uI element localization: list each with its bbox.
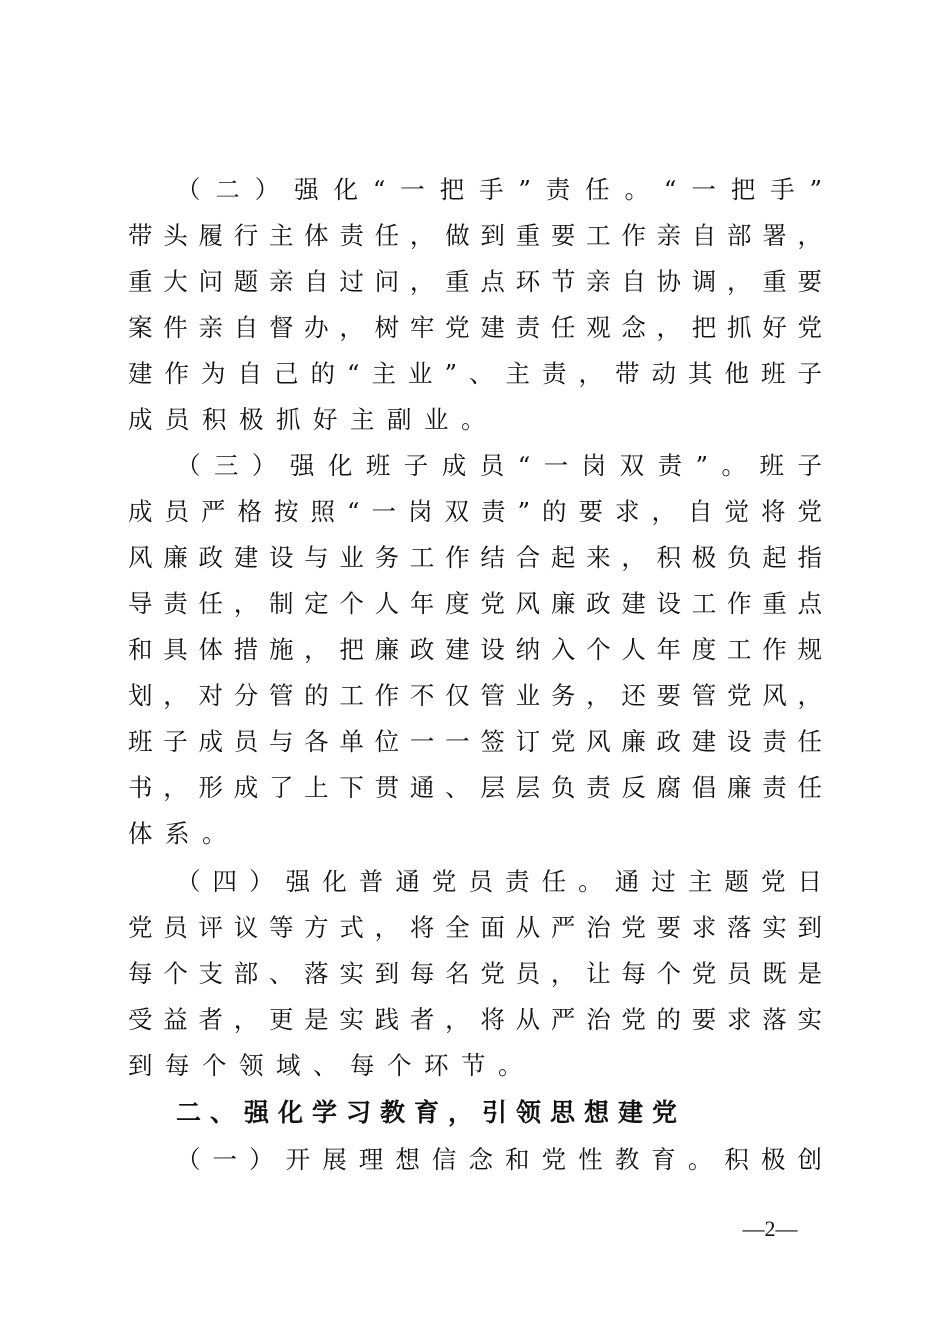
paragraph-line: 划，对分管的工作不仅管业务，还要管党风， (128, 681, 822, 710)
paragraph-line: 受益者，更是实践者，将从严治党的要求落实 (128, 1005, 822, 1034)
paragraph-line: 案件亲自督办，树牢党建责任观念，把抓好党 (128, 313, 822, 342)
page-number: —2— (742, 1216, 798, 1241)
paragraph-line: 成员严格按照“一岗双责”的要求，自觉将党 (128, 497, 822, 526)
paragraph-line: 书，形成了上下贯通、层层负责反腐倡廉责任 (128, 773, 822, 802)
paragraph-line: 和具体措施，把廉政建设纳入个人年度工作规 (128, 635, 822, 664)
paragraph-line: 到每个领域、每个环节。 (128, 1051, 535, 1080)
paragraph-line: 成员积极抓好主副业。 (128, 405, 498, 434)
paragraph-line: 风廉政建设与业务工作结合起来，积极负起指 (128, 543, 822, 572)
paragraph-line: 重大问题亲自过问，重点环节亲自协调，重要 (128, 267, 822, 296)
paragraph-line: （一）开展理想信念和党性教育。积极创 (176, 1145, 822, 1174)
paragraph-line: 带头履行主体责任，做到重要工作亲自部署， (128, 221, 822, 250)
paragraph-line: 每个支部、落实到每名党员，让每个党员既是 (128, 959, 822, 988)
paragraph-line: 体系。 (128, 819, 239, 848)
paragraph-line: 建作为自己的“主业”、主责，带动其他班子 (128, 359, 822, 388)
paragraph-line: （四）强化普通党员责任。通过主题党日 (176, 867, 822, 896)
paragraph-line: 党员评议等方式，将全面从严治党要求落实到 (128, 913, 822, 942)
paragraph-line: （二）强化“一把手”责任。“一把手” (176, 175, 822, 204)
paragraph-line: 导责任，制定个人年度党风廉政建设工作重点 (128, 589, 822, 618)
paragraph-line: 班子成员与各单位一一签订党风廉政建设责任 (128, 727, 822, 756)
section-heading: 二、强化学习教育，引领思想建党 (176, 1098, 687, 1127)
paragraph-line: （三）强化班子成员“一岗双责”。班子 (176, 451, 822, 480)
